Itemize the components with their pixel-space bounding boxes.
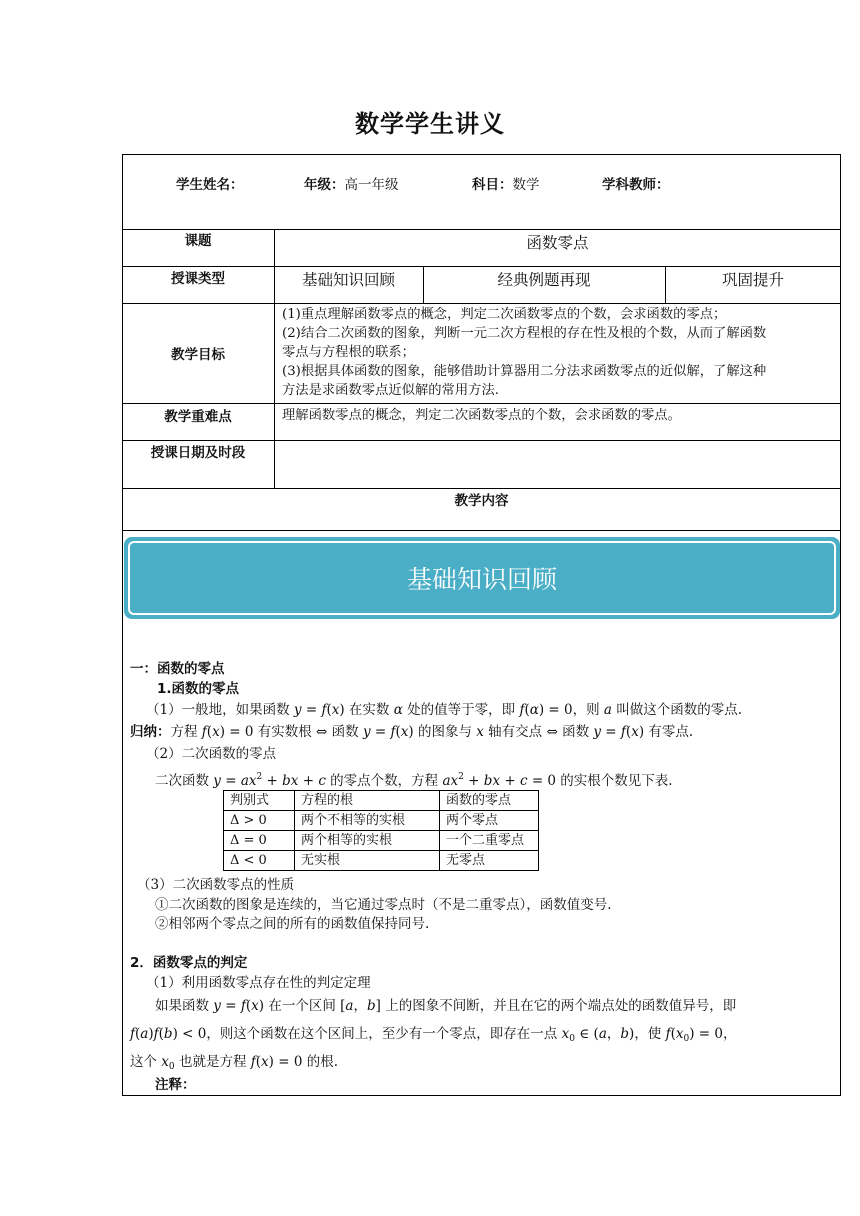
goal-line: (1)重点理解函数零点的概念，判定二次函数零点的个数，会求函数的零点； [282, 307, 727, 322]
table-rule [122, 303, 841, 304]
table-cell: 两个不相等的实根 [295, 811, 440, 831]
table-header: 方程的根 [295, 791, 440, 811]
p3-item: ②相邻两个零点之间的所有的函数值保持同号. [155, 916, 430, 932]
table-row [224, 831, 539, 851]
summary-line: 归纳：方程 f(x) = 0 有实数根 ⇔ 函数 y = f(x) 的图象与 x 轴有交点 ⇔ 函数 y = f(x) 有零点. [130, 724, 694, 740]
goal-line: (2)结合二次函数的图象，判断一元二次方程根的存在性及根的个数，从而了解函数 [282, 326, 767, 341]
theorem-line-2: f(a)f(b) < 0，则这个函数在这个区间上，至少有一个零点，即存在一点 $x_0$ ∈ (a，b)，使 $f(x_0) = 0$， [130, 1026, 737, 1044]
student-name-label: 学生姓名： [176, 177, 244, 193]
key-points-value: 理解函数零点的概念，判定二次函数零点的个数，会求函数的零点。 [282, 408, 681, 423]
table-cell: 无零点 [440, 851, 539, 871]
table-rule [274, 229, 275, 488]
p3-title: （3）二次函数零点的性质 [137, 877, 295, 893]
goal-line: 零点与方程根的联系； [282, 345, 415, 360]
document-title: 数学学生讲义 [355, 110, 505, 138]
type-consolidation: 巩固提升 [721, 271, 784, 289]
table-row [224, 851, 539, 871]
table-header: 函数的零点 [440, 791, 539, 811]
topic-value: 函数零点 [526, 234, 589, 252]
content-label: 教学内容 [454, 493, 509, 509]
table-rule [122, 530, 841, 531]
theorem-line-1: 如果函数 y = f(x) 在一个区间 [a，b] 上的图象不间断，并且在它的两个端点处的函数值异号，即 [155, 998, 737, 1014]
grade-label: 年级： [304, 177, 345, 193]
zero-definition: （1）一般地，如果函数 y = f(x) 在实数 α 处的值等于零，即 f(α) = 0，则 a 叫做这个函数的零点. [146, 702, 743, 718]
table-cell: Δ = 0 [224, 831, 295, 851]
goals-text [282, 305, 766, 400]
type-label: 授课类型 [171, 271, 225, 287]
subject-field [472, 176, 540, 194]
note-label: 注释： [155, 1077, 196, 1093]
table-row [224, 791, 539, 811]
sub1-title: 1.函数的零点 [157, 681, 240, 697]
type-basic-review: 基础知识回顾 [301, 271, 395, 289]
table-rule [122, 266, 841, 267]
p2-title: （2）二次函数的零点 [146, 746, 277, 762]
goal-line: (3)根据具体函数的图象，能够借助计算器用二分法求函数零点的近似解，了解这种 [282, 364, 767, 379]
date-label: 授课日期及时段 [150, 445, 246, 461]
teacher-label: 学科教师： [602, 177, 670, 193]
goals-label: 教学目标 [171, 347, 225, 363]
subject-value: 数学 [512, 177, 540, 193]
table-row [224, 811, 539, 831]
table-cell: Δ < 0 [224, 851, 295, 871]
grade-field [304, 176, 399, 194]
table-cell: Δ > 0 [224, 811, 295, 831]
table-cell: 无实根 [295, 851, 440, 871]
section-banner [124, 537, 840, 619]
section2-title: 2．函数零点的判定 [130, 955, 248, 971]
theorem-line-3: 这个 $x_0$ 也就是方程 f(x) = 0 的根. [130, 1054, 338, 1072]
table-cell: 两个零点 [440, 811, 539, 831]
s2-p1: （1）利用函数零点存在性的判定定理 [146, 975, 371, 991]
table-cell: 两个相等的实根 [295, 831, 440, 851]
table-cell: 一个二重零点 [440, 831, 539, 851]
key-points-label: 教学重难点 [164, 409, 232, 425]
quadratic-line: 二次函数 $y = ax^2$ + bx + c 的零点个数，方程 $ax^2$ + bx + c = 0 的实根个数见下表. [155, 772, 673, 789]
table-rule [122, 229, 841, 230]
p3-item: ①二次函数的图象是连续的，当它通过零点时（不是二重零点），函数值变号. [155, 897, 612, 913]
table-header: 判别式 [224, 791, 295, 811]
section-banner-title: 基础知识回顾 [128, 541, 836, 615]
table-rule [122, 440, 841, 441]
type-examples: 经典例题再现 [497, 271, 591, 289]
topic-label: 课题 [184, 233, 212, 249]
section1-title: 一：函数的零点 [130, 661, 225, 677]
table-rule [122, 403, 841, 404]
table-rule [122, 488, 841, 489]
zero-table [223, 790, 539, 871]
grade-value: 高一年级 [344, 177, 399, 193]
subject-label: 科目： [472, 177, 513, 193]
goal-line: 方法是求函数零点近似解的常用方法. [282, 383, 499, 398]
